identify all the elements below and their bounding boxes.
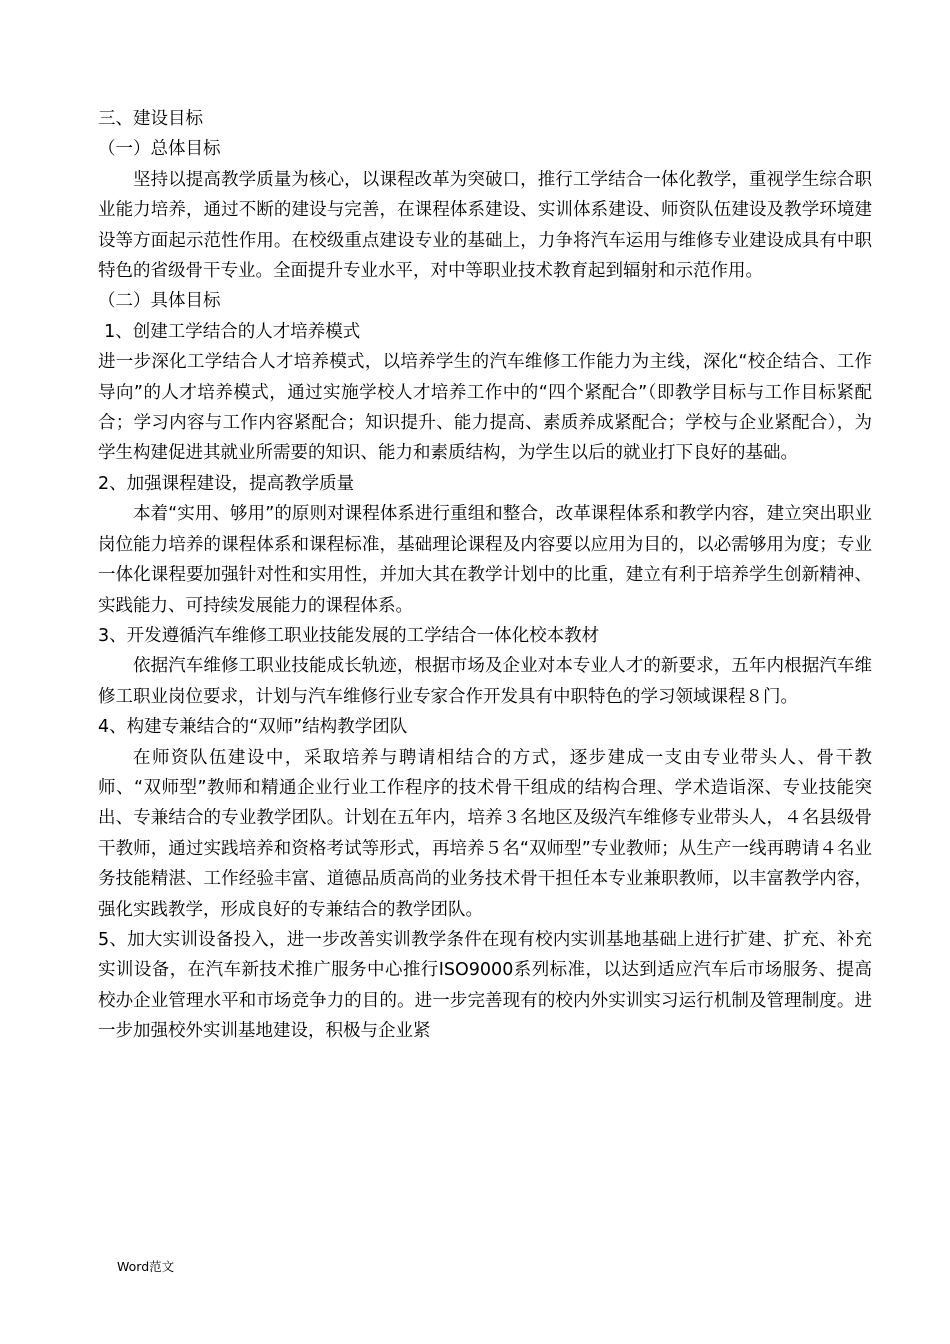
subsection-heading: （一）总体目标 xyxy=(98,139,221,160)
body-paragraph: 本着“实用、够用”的原则对课程体系进行重组和整合，改革课程体系和教学内容，建立突出职业岗位能力培养的课程体系和课程标准，基础理论课程及内容要以应用为目的，以必需够用为度；专业一体化课程要加强针对性和实用性，并加大其在教学计划中的比重，建立有利于培养学生创新精神、实践能力、可持续发展能力的课程体系。 xyxy=(98,504,872,616)
item-heading: 4、构建专兼结合的“双师”结构教学团队 xyxy=(98,717,408,738)
body-paragraph: 进一步深化工学结合人才培养模式，以培养学生的汽车维修工作能力为主线，深化“校企结合、工作导向”的人才培养模式，通过实施学校人才培养工作中的“四个紧配合”（即教学目标与工作目标紧配合；学习内容与工作内容紧配合；知识提升、能力提高、素质养成紧配合；学校与企业紧配合），为学生构建促进其就业所需要的知识、能力和素质结构，为学生以后的就业打下良好的基础。 xyxy=(98,352,872,464)
subsection-heading: （二）具体目标 xyxy=(98,291,221,312)
footer-label: Word范文 xyxy=(117,1259,175,1274)
body-paragraph: 在师资队伍建设中，采取培养与聘请相结合的方式，逐步建成一支由专业带头人、骨干教师、“双师型”教师和精通企业行业工作程序的技术骨干组成的结构合理、学术造诣深、专业技能突出、专兼结合的专业教学团队。计划在五年内，培养３名地区及级汽车维修专业带头人，４名县级骨干教师，通过实践培养和资格考试等形式，再培养５名“双师型”专业教师；从生产一线再聘请４名业务技能精湛、工作经验丰富、道德品质高尚的业务技术骨干担任本专业兼职教师，以丰富教学内容，强化实践教学，形成良好的专兼结合的教学团队。 xyxy=(98,747,872,920)
item-heading: 3、开发遵循汽车维修工职业技能发展的工学结合一体化校本教材 xyxy=(98,625,600,646)
item-heading: 1、创建工学结合的人才培养模式 xyxy=(104,321,361,342)
document-body xyxy=(98,104,872,1047)
body-paragraph: 坚持以提高教学质量为核心，以课程改革为突破口，推行工学结合一体化教学，重视学生综合职业能力培养，通过不断的建设与完善，在课程体系建设、实训体系建设、师资队伍建设及教学环境建设等方面起示范性作用。在校级重点建设专业的基础上，力争将汽车运用与维修专业建设成具有中职特色的省级骨干专业。全面提升专业水平，对中等职业技术教育起到辐射和示范作用。 xyxy=(98,169,872,282)
item-heading: 2、加强课程建设，提高教学质量 xyxy=(98,473,355,494)
section-heading: 三、建设目标 xyxy=(98,109,203,129)
body-paragraph: 依据汽车维修工职业技能成长轨迹，根据市场及企业对本专业人才的新要求，五年内根据汽车维修工职业岗位要求，计划与汽车维修行业专家合作开发具有中职特色的学习领域课程８门。 xyxy=(98,656,872,707)
body-paragraph: 5、加大实训设备投入，进一步改善实训教学条件在现有校内实训基地基础上进行扩建、扩充、补充实训设备，在汽车新技术推广服务中心推行ISO9000系列标准，以达到适应汽车后市场服务、提高校办企业管理水平和市场竞争力的目的。进一步完善现有的校内外实训实习运行机制及管理制度。进一步加强校外实训基地建设，积极与企业紧 xyxy=(98,929,872,1042)
